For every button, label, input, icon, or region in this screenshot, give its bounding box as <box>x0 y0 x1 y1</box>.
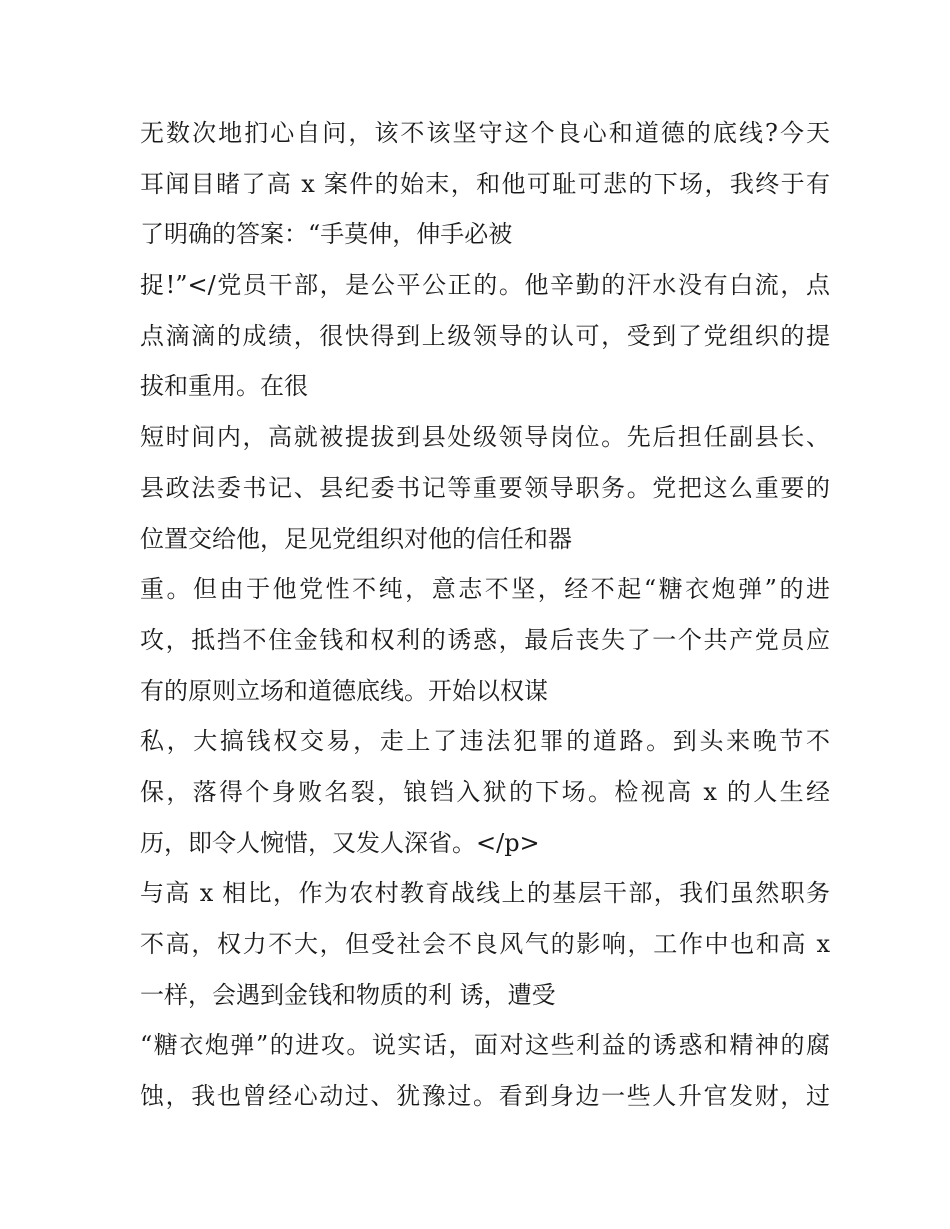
text-line: 短时间内，高就被提拔到县处级领导岗位。先后担任副县长、 <box>140 423 830 452</box>
text-line: 保，落得个身败名裂，锒铛入狱的下场。检视高 x 的人生经 <box>140 777 830 806</box>
text-line: 点滴滴的成绩，很快得到上级领导的认可，受到了党组织的提 <box>140 321 830 350</box>
text-line: 有的原则立场和道德底线。开始以权谋 <box>140 676 548 705</box>
text-line: 攻，抵挡不住金钱和权利的诱惑，最后丧失了一个共产党员应 <box>140 625 830 654</box>
text-line: 捉!”</党员干部，是公平公正的。他辛勤的汗水没有白流，点 <box>140 271 830 300</box>
text-line: 耳闻目睹了高 x 案件的始末，和他可耻可悲的下场，我终于有 <box>140 169 830 198</box>
text-line: 重。但由于他党性不纯，意志不坚，经不起“糖衣炮弹”的进 <box>140 575 830 604</box>
text-line: 无数次地扪心自问，该不该坚守这个良心和道德的底线?今天 <box>140 119 830 147</box>
text-line: 历，即令人惋惜，又发人深省。</p> <box>140 828 540 857</box>
text-line: 不高，权力不大，但受社会不良风气的影响，工作中也和高 x <box>140 930 830 958</box>
text-line: “糖衣炮弹”的进攻。说实话，面对这些利益的诱惑和精神的腐 <box>140 1031 830 1060</box>
text-line: 私，大搞钱权交易，走上了违法犯罪的道路。到头来晚节不 <box>140 727 830 756</box>
text-line: 一样，会遇到金钱和物质的利 诱，遭受 <box>140 980 556 1009</box>
text-line: 了明确的答案：“手莫伸，伸手必被 <box>140 220 513 249</box>
text-line: 与高 x 相比，作为农村教育战线上的基层干部，我们虽然职务 <box>140 879 830 908</box>
text-line: 蚀，我也曾经心动过、犹豫过。看到身边一些人升官发财，过 <box>140 1082 830 1111</box>
text-line: 拔和重用。在很 <box>140 372 308 401</box>
text-line: 位置交给他，足见党组织对他的信任和器 <box>140 524 572 553</box>
text-line: 县政法委书记、县纪委书记等重要领导职务。党把这么重要的 <box>140 473 830 502</box>
body-text <box>140 108 830 1122</box>
